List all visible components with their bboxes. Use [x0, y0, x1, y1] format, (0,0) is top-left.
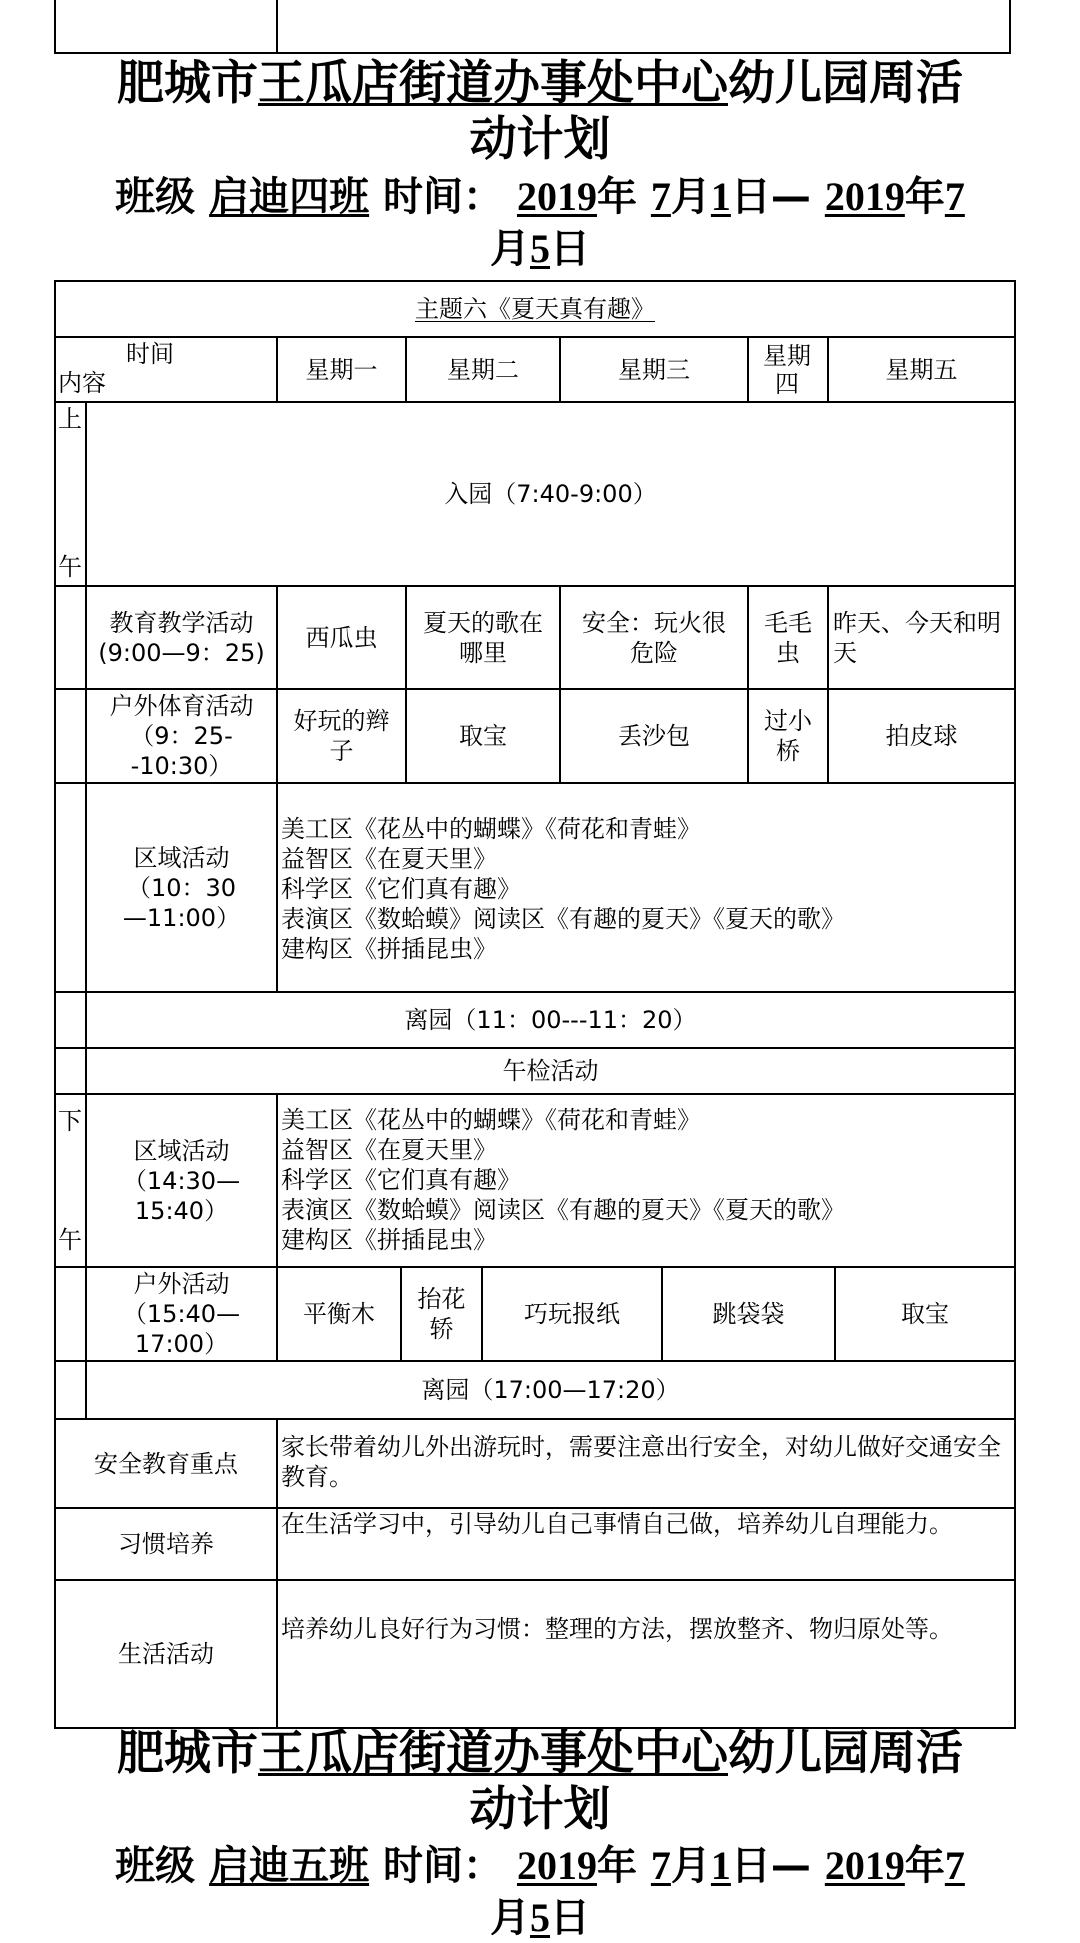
day-tuesday: 星期二: [447, 355, 519, 384]
area-pm-line: 美工区《花丛中的蝴蝶》《荷花和青蛙》: [281, 1106, 701, 1134]
end-month-char: 月: [490, 226, 530, 272]
class-time-line-2: [0, 1841, 1080, 1891]
theme-title: [56, 282, 1014, 336]
end-year-2: 2019: [824, 1843, 905, 1888]
time-label: 时间：: [383, 174, 504, 220]
day-thursday: 星期四: [763, 341, 811, 398]
area-am-line: 科学区《它们真有趣》: [281, 875, 521, 903]
title2-school: 王瓜店街道办事处中心: [258, 1726, 728, 1781]
class-time-line-2b: [0, 1893, 1080, 1943]
outdoor-pm-tuesday: 抬花轿: [417, 1285, 466, 1343]
area-am-line: 益智区《在夏天里》: [281, 845, 497, 873]
outdoor-pe-label: [87, 690, 276, 782]
class-name-2: 启迪五班: [209, 1843, 370, 1889]
title-city: 肥城市: [117, 56, 258, 111]
year-char-2: 年: [596, 1843, 637, 1889]
outdoor-pe-label-text: 户外体育活动: [109, 692, 254, 720]
end-year-char-2: 年: [904, 1843, 945, 1889]
outdoor-pm-label-text: 户外活动: [133, 1270, 230, 1298]
class-label: 班级: [115, 174, 196, 220]
area-pm-line: 表演区《数蛤蟆》阅读区《有趣的夏天》《夏天的歌》: [281, 1196, 845, 1224]
day-wednesday: 星期三: [618, 355, 690, 384]
end-month: 7: [944, 174, 965, 219]
leave-pm-row: 离园（17:00—17:20）: [421, 1376, 680, 1404]
day-char-2: 日: [730, 1843, 771, 1889]
end-day-2: 5: [530, 1895, 550, 1940]
outdoor-pm-thursday: 跳袋袋: [712, 1300, 785, 1328]
outdoor-pm-time2: 17:00）: [134, 1330, 229, 1358]
end-month-char-2: 月: [490, 1895, 530, 1941]
area-pm-time: （14:30—: [122, 1166, 241, 1195]
teaching-friday: 昨天、今天和明天: [833, 608, 1001, 667]
area-pm-label: [87, 1095, 276, 1266]
area-pm-line: 益智区《在夏天里》: [281, 1136, 497, 1164]
leave-noon-row: 离园（11：00---11：20）: [404, 1006, 697, 1034]
start-day-2: 1: [710, 1843, 731, 1888]
end-day-char-2: 日: [550, 1895, 590, 1941]
start-year: 2019: [516, 174, 597, 219]
outdoor-pm-friday: 取宝: [901, 1300, 949, 1328]
teaching-tuesday: 夏天的歌在哪里: [423, 608, 543, 667]
end-year: 2019: [824, 174, 905, 219]
area-am-line: 表演区《数蛤蟆》阅读区《有趣的夏天》《夏天的歌》: [281, 905, 845, 933]
page-title-2-line2: 动计划: [469, 1782, 611, 1837]
safety-label: 安全教育重点: [94, 1449, 238, 1478]
teaching-monday: 西瓜虫: [305, 623, 378, 652]
am-top-char: 上: [58, 405, 82, 433]
end-month-2: 7: [944, 1843, 965, 1888]
teaching-time: (9:00—9：25): [98, 638, 265, 667]
class-time-line2: [0, 224, 1080, 274]
previous-table-remnant: [54, 0, 1011, 54]
year-char: 年: [596, 174, 637, 220]
teaching-label-text: 教育教学活动: [109, 608, 254, 637]
start-day: 1: [710, 174, 731, 219]
pm-top-char: 下: [58, 1107, 82, 1135]
teaching-thursday: 毛毛虫: [764, 608, 812, 667]
start-month-2: 7: [650, 1843, 671, 1888]
outdoor-pe-time2: -10:30）: [130, 752, 233, 780]
area-am-line: 美工区《花丛中的蝴蝶》《荷花和青蛙》: [281, 815, 701, 843]
start-month: 7: [650, 174, 671, 219]
life-label: 生活活动: [118, 1640, 214, 1668]
area-am-label: [87, 784, 276, 991]
outdoor-pe-friday: 拍皮球: [885, 722, 958, 750]
pm-bottom-char: 午: [58, 1226, 82, 1254]
title-kindergarten: 幼儿园周活: [728, 56, 963, 111]
page-title-line2: 动计划: [469, 112, 611, 167]
outdoor-pm-label: [87, 1268, 276, 1360]
class-time-line: [0, 172, 1080, 222]
end-day-char: 日: [550, 226, 590, 272]
date-dash-2: —: [770, 1843, 811, 1889]
end-year-char: 年: [904, 174, 945, 220]
outdoor-pe-thursday: 过小桥: [764, 707, 812, 765]
life-text: 培养幼儿良好行为习惯：整理的方法，摆放整齐、物归原处等。: [281, 1615, 953, 1643]
teaching-label: [87, 587, 276, 688]
rule: [276, 1418, 278, 1729]
class-name: 启迪四班: [209, 174, 370, 220]
title2-kindergarten: 幼儿园周活: [728, 1726, 963, 1781]
outdoor-pe-wednesday: 丢沙包: [618, 722, 690, 750]
area-am-line: 建构区《拼插昆虫》: [281, 935, 497, 963]
outdoor-pe-monday: 好玩的辫子: [293, 707, 390, 765]
habit-text: 在生活学习中，引导幼儿自己事情自己做，培养幼儿自理能力。: [281, 1510, 953, 1538]
noon-check-row: 午检活动: [502, 1057, 599, 1085]
outdoor-pm-monday: 平衡木: [303, 1300, 375, 1328]
date-dash: —: [770, 174, 811, 220]
title2-city: 肥城市: [117, 1726, 258, 1781]
area-pm-line: 科学区《它们真有趣》: [281, 1166, 521, 1194]
month-char-2: 月: [670, 1843, 711, 1889]
area-pm-line: 建构区《拼插昆虫》: [281, 1226, 497, 1254]
day-friday: 星期五: [885, 355, 958, 384]
theme-text: 主题六《夏天真有趣》: [415, 295, 655, 323]
area-am-content: [281, 814, 1011, 964]
class-label-2: 班级: [115, 1843, 196, 1889]
am-bottom-char: 午: [58, 553, 82, 581]
habit-label: 习惯培养: [118, 1530, 214, 1558]
area-am-time2: —11:00）: [122, 903, 241, 932]
area-pm-label-text: 区域活动: [133, 1136, 230, 1165]
outdoor-pm-wednesday: 巧玩报纸: [524, 1300, 620, 1328]
page-title-2: [0, 1726, 1080, 1782]
area-pm-time2: 15:40）: [134, 1196, 229, 1225]
day-monday: 星期一: [305, 355, 378, 384]
previous-table-divider: [276, 0, 278, 54]
area-am-time: （10：30: [126, 873, 237, 902]
header-content: 内容: [58, 369, 106, 397]
arrival-row: 入园（7:40-9:00）: [444, 480, 657, 508]
area-am-label-text: 区域活动: [133, 843, 230, 872]
start-year-2: 2019: [516, 1843, 597, 1888]
time-label-2: 时间：: [383, 1843, 504, 1889]
safety-text: 家长带着幼儿外出游玩时，需要注意出行安全，对幼儿做好交通安全教育。: [281, 1433, 1001, 1491]
outdoor-pm-time: （15:40—: [122, 1300, 241, 1328]
end-day: 5: [530, 226, 550, 271]
teaching-wednesday: 安全：玩火很危险: [582, 608, 726, 667]
area-pm-content: [281, 1105, 1011, 1255]
rule: [747, 336, 749, 401]
title-school: 王瓜店街道办事处中心: [258, 56, 728, 111]
header-time: 时间: [126, 340, 174, 368]
page-title: [0, 56, 1080, 112]
outdoor-pe-time: （9：25-: [130, 722, 233, 750]
outdoor-pe-tuesday: 取宝: [459, 722, 507, 750]
month-char: 月: [670, 174, 711, 220]
day-char: 日: [730, 174, 771, 220]
